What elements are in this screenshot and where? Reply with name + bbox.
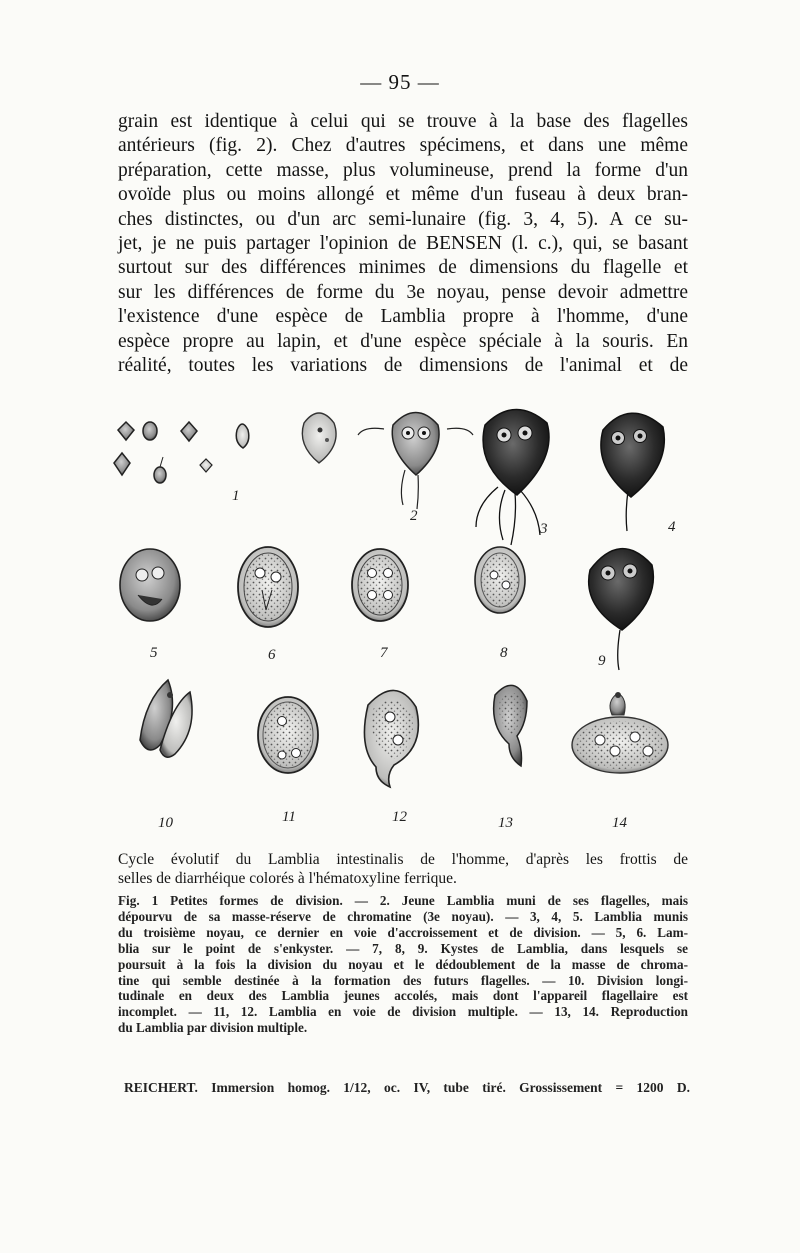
- body-line: jet, je ne puis partager l'opinion de BENSEN (l. c.), qui, se basant: [118, 233, 688, 255]
- specimen-4: [601, 413, 664, 531]
- legend-line: Fig. 1 Petites formes de division. — 2. Jeune Lamblia muni de ses flagelles, mais: [118, 893, 688, 908]
- figure-label-6: 6: [268, 647, 276, 663]
- figure-label-3: 3: [540, 521, 548, 537]
- body-line: sur les différences de forme du 3e noyau, pense devoir admettre: [118, 281, 688, 303]
- body-line: ches distinctes, ou d'un arc semi-lunaire (fig. 3, 4, 5). A ce su-: [118, 208, 688, 230]
- body-line: antérieurs (fig. 2). Chez d'autres spécimens, et dans une même: [118, 135, 688, 157]
- figure-label-10: 10: [158, 815, 173, 831]
- specimen-1: [114, 422, 249, 483]
- legend-line: blia sur le point de s'enkyster. — 7, 8, 9. Kystes de Lamblia, dans lesquels se: [118, 940, 688, 956]
- figure-label-2: 2: [410, 508, 418, 524]
- body-line: surtout sur des différences minimes de dimensions du flagelle et: [118, 257, 688, 279]
- body-line: grain est identique à celui qui se trouve à la base des flagelles: [118, 111, 688, 132]
- legend-line: dépourvu de sa masse-réserve de chromatine (3e noyau). — 3, 4, 5. Lamblia munis: [118, 908, 688, 924]
- figure-label-7: 7: [380, 645, 388, 661]
- figure-label-5: 5: [150, 645, 158, 661]
- body-line: espèce propre au lapin, et d'une espèce spéciale à la souris. En: [118, 330, 688, 352]
- page-number: — 95 —: [360, 70, 440, 94]
- specimen-11: [258, 697, 318, 773]
- microscope-credit: REICHERT. Immersion homog. 1/12, oc. IV, tube tiré. Grossissement = 1200 D.: [124, 1080, 690, 1095]
- caption-line: selles de diarrhéique colorés à l'hématoxyline ferrique.: [118, 870, 457, 887]
- specimen-3: [358, 413, 473, 510]
- legend-line: tudinale en deux des Lamblia jeunes accolés, mais dont l'appareil flagellaire est: [118, 988, 688, 1004]
- figure-label-9: 9: [598, 653, 606, 669]
- specimen-8: [475, 547, 525, 613]
- specimen-10: [140, 680, 192, 757]
- body-line: l'existence d'une espèce de Lamblia propre à l'homme, d'une: [118, 306, 688, 328]
- legend-line: incomplet. — 11, 12. Lamblia en voie de division multiple. — 13, 14. Reproduction: [118, 1004, 688, 1020]
- figure-label-13: 13: [498, 815, 513, 831]
- legend-line: poursuit à la fois la division du noyau et le dédoublement de la masse de chroma-: [118, 956, 688, 972]
- body-line: réalité, toutes les variations de dimensions de l'animal et de: [118, 355, 688, 377]
- figure-label-14: 14: [612, 815, 627, 831]
- specimen-3-large: [476, 409, 549, 545]
- specimen-6: [238, 547, 298, 627]
- figure-plate: [0, 395, 800, 840]
- caption-line: Cycle évolutif du Lamblia intestinalis de l'homme, d'après les frottis de: [118, 851, 688, 868]
- specimen-9: [589, 549, 654, 670]
- specimen-5: [120, 549, 180, 621]
- figure-label-8: 8: [500, 645, 508, 661]
- specimen-14: [572, 692, 668, 773]
- figure-label-4: 4: [668, 519, 676, 535]
- figure-caption: [118, 850, 688, 888]
- figure-label-1: 1: [232, 488, 240, 504]
- figure-label-11: 11: [282, 809, 296, 825]
- specimen-7: [352, 549, 408, 621]
- specimen-13: [494, 685, 527, 766]
- lamblia-plate-illustration: [0, 395, 800, 840]
- legend-line: tine qui semble destinée à la formation des futurs flagelles. — 10. Division longi-: [118, 972, 688, 988]
- figure-label-12: 12: [392, 809, 407, 825]
- legend-line: du Lamblia par division multiple.: [118, 1020, 308, 1036]
- specimen-2: [302, 413, 336, 463]
- legend-line: du troisième noyau, ce dernier en voie d'accroissement et de division. — 5, 6. Lam-: [118, 924, 688, 940]
- body-paragraph: [118, 110, 688, 378]
- body-line: ovoïde plus ou moins allongé et même d'un fuseau à deux bran-: [118, 184, 688, 206]
- figure-legend: [118, 893, 688, 1036]
- specimen-12: [364, 690, 418, 787]
- body-line: préparation, cette masse, plus volumineuse, prend la forme d'un: [118, 159, 688, 181]
